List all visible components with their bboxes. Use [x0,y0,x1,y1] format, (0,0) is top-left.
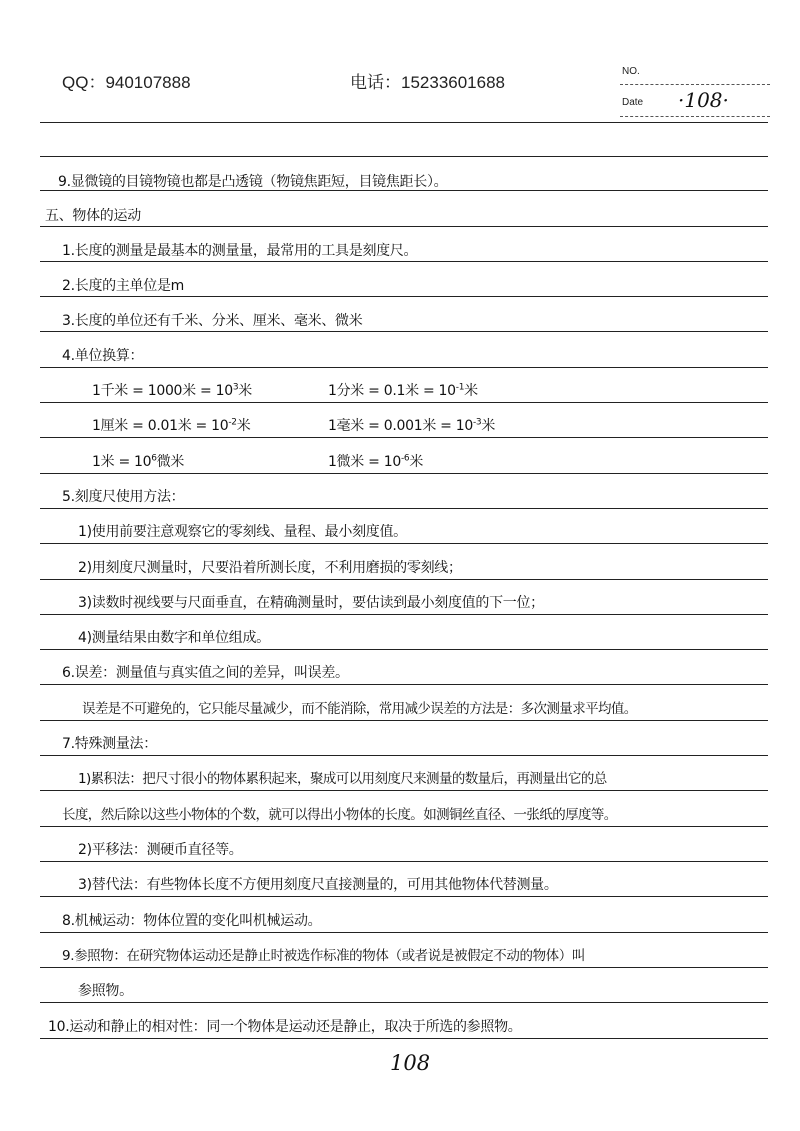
ruled-line [40,261,768,262]
note-line: 参照物。 [78,983,133,999]
note-line: 4.单位换算： [62,348,144,364]
section-heading: 五、物体的运动 [45,208,141,224]
ruled-line [40,720,768,721]
note-line: 1)使用前要注意观察它的零刻线、量程、最小刻度值。 [78,524,407,540]
note-line: 5.刻度尺使用方法： [62,489,185,505]
ruled-line [40,684,768,685]
ruled-line [40,1038,768,1039]
page-number: 108 [390,1051,431,1075]
note-line: 1)累积法：把尺寸很小的物体累积起来，聚成可以用刻度尺来测量的数量后，再测量出它的总 [78,771,607,787]
ruled-line [40,367,768,368]
note-line: 6.误差：测量值与真实值之间的差异，叫误差。 [62,665,349,681]
no-label: NO. [622,66,640,77]
ruled-line [40,755,768,756]
ruled-line [40,790,768,791]
ruled-line [40,156,768,157]
ruled-line [40,826,768,827]
ruled-line [40,508,768,509]
date-label: Date [622,97,644,108]
qq-contact: QQ：940107888 [62,73,191,92]
ruled-line [40,896,768,897]
unit-conversion: 1千米 = 1000米 = $10^3$米 [92,382,252,399]
ruled-line [40,402,768,403]
ruled-line [40,1002,768,1003]
ruled-line [40,543,768,544]
note-line: 2.长度的主单位是m [62,278,184,294]
note-line: 误差是不可避免的，它只能尽量减少，而不能消除，常用减少误差的方法是：多次测量求平均值。 [82,701,637,717]
unit-conversion: 1毫米 = 0.001米 = $10^{-3}$米 [328,417,496,434]
ruled-line [40,861,768,862]
note-line: 9.显微镜的目镜物镜也都是凸透镜（物镜焦距短，目镜焦距长）。 [58,174,448,190]
unit-conversion: 1厘米 = 0.01米 = $10^{-2}$米 [92,417,251,434]
note-line: 2)用刻度尺测量时，尺要沿着所测长度，不利用磨损的零刻线； [78,560,462,576]
ruled-line [40,122,768,123]
unit-conversion: 1微米 = $10^{-6}$米 [328,453,424,470]
note-line: 7.特殊测量法： [62,736,157,752]
note-line: 8.机械运动：物体位置的变化叫机械运动。 [62,913,322,929]
ruled-line [40,649,768,650]
unit-conversion: 1米 = $10^6$微米 [92,453,185,470]
date-value: ·108· [678,88,729,112]
note-line: 长度，然后除以这些小物体的个数，就可以得出小物体的长度。如测铜丝直径、一张纸的厚度等。 [62,807,617,823]
ruled-line [40,437,768,438]
no-dash-line [620,84,770,85]
ruled-line [40,932,768,933]
note-line: 3.长度的单位还有千米、分米、厘米、毫米、微米 [62,313,363,329]
date-dash-line [620,116,770,117]
ruled-line [40,579,768,580]
phone-contact: 电话：15233601688 [350,73,506,92]
note-line: 9.参照物：在研究物体运动还是静止时被选作标准的物体（或者说是被假定不动的物体）叫 [62,948,585,964]
note-line: 3)读数时视线要与尺面垂直，在精确测量时，要估读到最小刻度值的下一位； [78,595,544,611]
note-line: 1.长度的测量是最基本的测量量，最常用的工具是刻度尺。 [62,243,418,259]
note-line: 2)平移法：测硬币直径等。 [78,842,243,858]
ruled-line [40,331,768,332]
ruled-line [40,226,768,227]
ruled-line [40,967,768,968]
note-line: 4)测量结果由数字和单位组成。 [78,630,270,646]
ruled-line [40,614,768,615]
ruled-line [40,296,768,297]
note-line: 10.运动和静止的相对性：同一个物体是运动还是静止，取决于所选的参照物。 [48,1019,522,1035]
note-line: 3)替代法：有些物体长度不方便用刻度尺直接测量的，可用其他物体代替测量。 [78,877,558,893]
ruled-line [40,473,768,474]
unit-conversion: 1分米 = 0.1米 = $10^{-1}$米 [328,382,478,399]
